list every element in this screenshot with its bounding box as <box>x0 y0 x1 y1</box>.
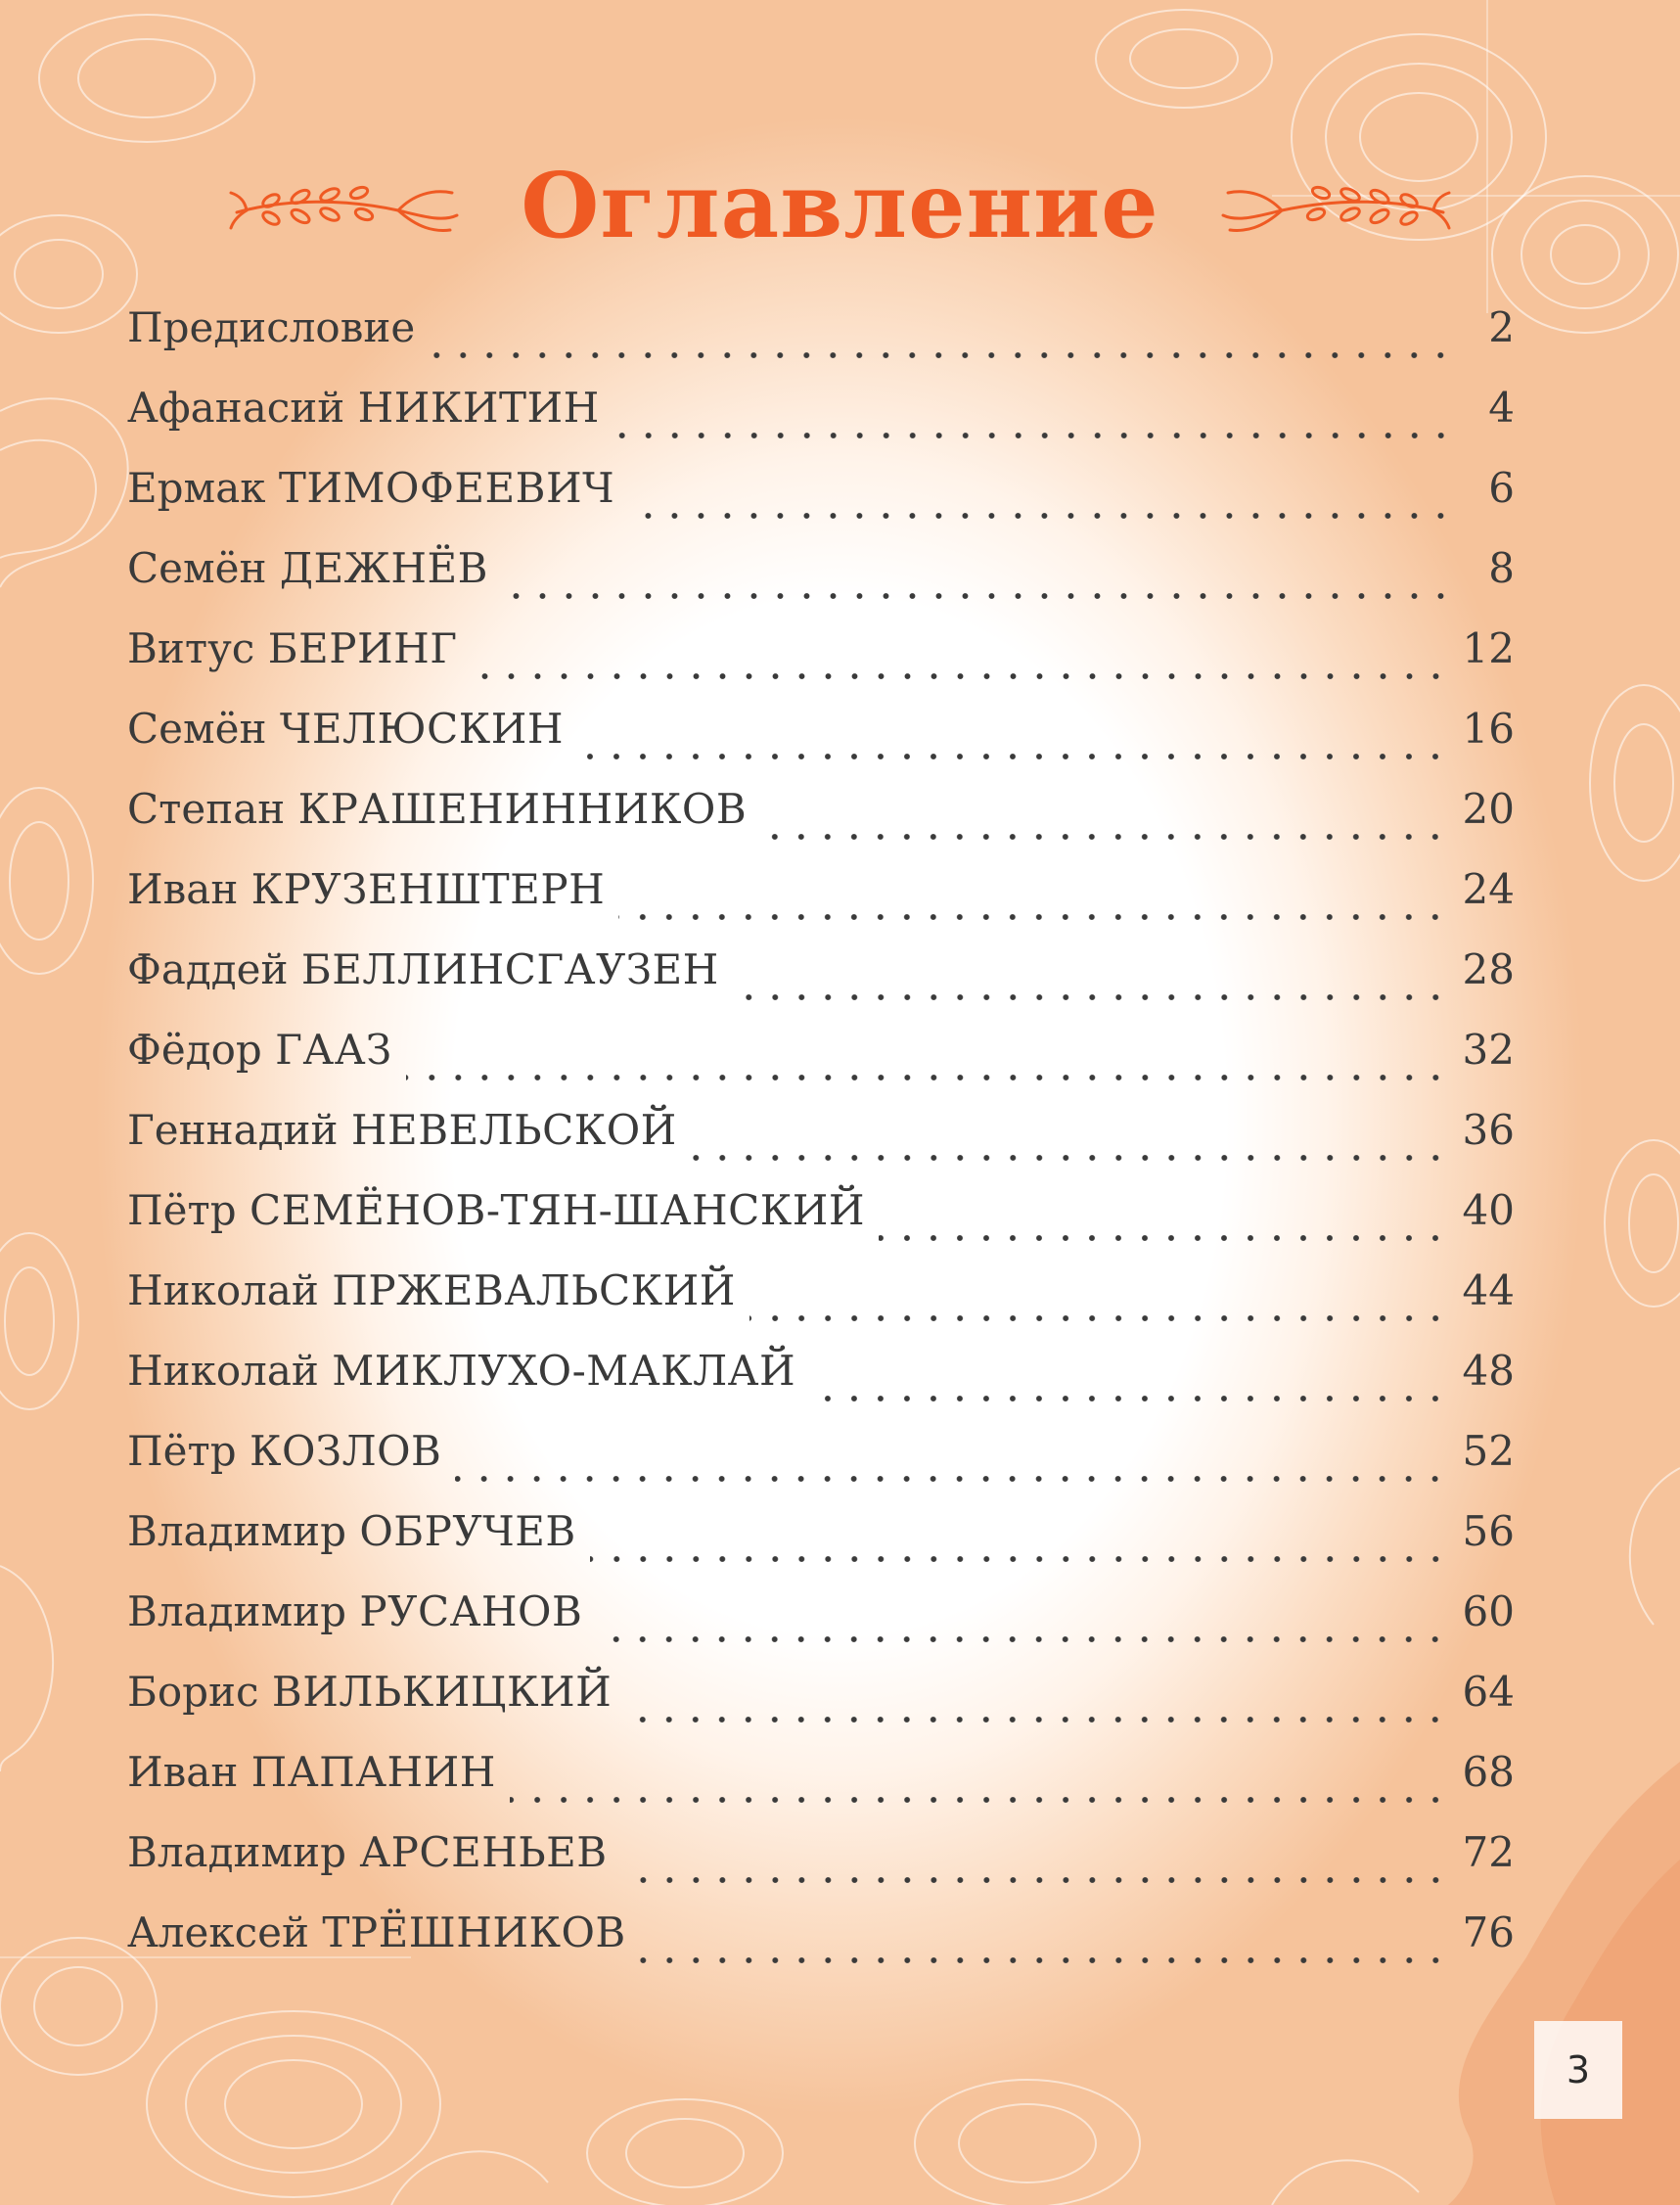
toc-entry-title <box>127 1828 608 1876</box>
toc-entry-title <box>127 384 600 432</box>
toc-dot-leader <box>691 1155 1449 1161</box>
toc-entry-page-number: 32 <box>1462 1026 1515 1074</box>
toc-entry-title <box>127 945 719 993</box>
toc-entry-title <box>127 1106 677 1154</box>
toc-entry-given-name: Иван <box>127 865 239 913</box>
toc-dot-leader <box>472 673 1449 679</box>
toc-entry-surname: ДЕЖНЁВ <box>279 544 489 592</box>
toc-entry-title <box>127 544 488 592</box>
toc-entry-page-number: 60 <box>1462 1587 1515 1635</box>
toc-entry-title <box>127 1507 576 1555</box>
toc-entry[interactable] <box>127 303 1515 384</box>
toc-entry-surname: ПРЖЕВАЛЬСКИЙ <box>332 1266 736 1314</box>
toc-entry-page-number: 64 <box>1462 1668 1515 1716</box>
toc-entry-given-name: Пётр <box>127 1186 237 1234</box>
toc-entry-given-name: Алексей <box>127 1908 309 1956</box>
toc-dot-leader <box>613 433 1454 438</box>
toc-entry-surname: КОЗЛОВ <box>249 1427 442 1475</box>
toc-entry-surname: ОБРУЧЕВ <box>359 1507 576 1555</box>
toc-entry[interactable] <box>127 1507 1515 1587</box>
toc-entry[interactable] <box>127 1668 1515 1748</box>
toc-entry-page-number: 72 <box>1462 1828 1515 1876</box>
toc-entry-page-number: 52 <box>1462 1427 1515 1475</box>
toc-entry-page-number: 36 <box>1462 1106 1515 1154</box>
toc-entry-given-name: Владимир <box>127 1587 346 1635</box>
toc-entry-page-number: 4 <box>1488 384 1515 432</box>
toc-entry-title <box>127 1748 496 1796</box>
toc-entry-surname: КРУЗЕНШТЕРН <box>250 865 606 913</box>
toc-entry-page-number: 56 <box>1462 1507 1515 1555</box>
toc-entry-given-name: Афанасий <box>127 384 345 432</box>
toc-entry-title <box>127 1026 392 1074</box>
toc-entry-surname: ГААЗ <box>275 1026 392 1074</box>
toc-entry[interactable] <box>127 1106 1515 1186</box>
toc-entry-given-name: Владимир <box>127 1828 346 1876</box>
toc-entry-page-number: 28 <box>1462 945 1515 993</box>
toc-dot-leader <box>733 994 1449 1000</box>
toc-entry-page-number: 16 <box>1462 705 1515 753</box>
toc-entry-surname: ТИМОФЕЕВИЧ <box>278 464 615 512</box>
toc-dot-leader <box>596 1636 1448 1642</box>
toc-entry-given-name: Николай <box>127 1266 319 1314</box>
toc-entry-given-name: Владимир <box>127 1507 346 1555</box>
toc-entry-given-name: Николай <box>127 1347 319 1395</box>
toc-entry-title <box>127 464 614 512</box>
toc-entry-given-name: Семён <box>127 544 267 592</box>
toc-entry-title <box>127 303 415 351</box>
toc-entry[interactable] <box>127 1347 1515 1427</box>
toc-entry-page-number: 24 <box>1462 865 1515 913</box>
toc-entry-given-name: Витус <box>127 624 255 672</box>
toc-entry-surname: АРСЕНЬЕВ <box>359 1828 608 1876</box>
table-of-contents <box>127 303 1515 1989</box>
toc-entry-page-number: 20 <box>1462 785 1515 833</box>
toc-entry-given-name: Иван <box>127 1748 239 1796</box>
toc-dot-leader <box>455 1476 1448 1482</box>
toc-entry-title <box>127 1587 582 1635</box>
toc-dot-leader <box>406 1075 1449 1080</box>
toc-entry-surname: СЕМЁНОВ-ТЯН-ШАНСКИЙ <box>249 1186 866 1234</box>
toc-entry-page-number: 48 <box>1462 1347 1515 1395</box>
toc-entry-title <box>127 1908 626 1956</box>
leaf-branch-ornament-icon <box>227 171 462 240</box>
toc-entry[interactable] <box>127 1186 1515 1266</box>
toc-entry-surname: МИКЛУХО-МАКЛАЙ <box>332 1347 796 1395</box>
toc-entry-given-name: Предисловие <box>127 303 416 351</box>
toc-entry-page-number: 68 <box>1462 1748 1515 1796</box>
toc-entry-given-name: Фаддей <box>127 945 289 993</box>
toc-dot-leader <box>760 834 1448 840</box>
toc-entry-title <box>127 1427 441 1475</box>
toc-entry[interactable] <box>127 1026 1515 1106</box>
toc-entry-surname: ТРЁШНИКОВ <box>322 1908 626 1956</box>
toc-entry[interactable] <box>127 1266 1515 1347</box>
toc-entry-title <box>127 705 564 753</box>
toc-dot-leader <box>879 1235 1448 1241</box>
toc-dot-leader <box>577 754 1448 759</box>
toc-entry-page-number: 8 <box>1488 544 1515 592</box>
toc-entry-surname: ПАПАНИН <box>250 1748 496 1796</box>
toc-entry[interactable] <box>127 544 1515 624</box>
toc-entry-given-name: Степан <box>127 785 286 833</box>
toc-entry-title <box>127 1347 795 1395</box>
toc-entry[interactable] <box>127 1908 1515 1989</box>
toc-entry-title <box>127 1668 612 1716</box>
toc-dot-leader <box>628 513 1454 519</box>
toc-entry-surname: РУСАНОВ <box>359 1587 583 1635</box>
toc-entry-surname: ВИЛЬКИЦКИЙ <box>271 1668 613 1716</box>
toc-dot-leader <box>510 1797 1449 1803</box>
toc-entry-title <box>127 785 747 833</box>
leaf-branch-ornament-icon <box>1218 171 1453 240</box>
toc-entry-title <box>127 865 605 913</box>
toc-dot-leader <box>618 914 1448 920</box>
toc-entry-page-number: 76 <box>1462 1908 1515 1956</box>
toc-entry-given-name: Пётр <box>127 1427 237 1475</box>
toc-dot-leader <box>749 1315 1449 1321</box>
toc-dot-leader <box>809 1396 1448 1401</box>
toc-entry[interactable] <box>127 1828 1515 1908</box>
toc-entry[interactable] <box>127 705 1515 785</box>
toc-dot-leader <box>429 352 1454 358</box>
toc-entry-given-name: Борис <box>127 1668 259 1716</box>
toc-entry-surname: НИКИТИН <box>357 384 600 432</box>
toc-entry-page-number: 6 <box>1488 464 1515 512</box>
title-row <box>0 137 1680 274</box>
toc-dot-leader <box>640 1957 1449 1963</box>
toc-entry-title <box>127 1186 865 1234</box>
toc-entry[interactable] <box>127 1587 1515 1668</box>
toc-entry-title <box>127 624 458 672</box>
toc-entry-page-number: 40 <box>1462 1186 1515 1234</box>
toc-entry[interactable] <box>127 1748 1515 1828</box>
toc-entry[interactable] <box>127 865 1515 945</box>
toc-dot-leader <box>625 1717 1448 1723</box>
toc-entry-page-number: 12 <box>1462 624 1515 672</box>
page-title: Оглавление <box>521 153 1159 258</box>
toc-dot-leader <box>590 1556 1449 1562</box>
toc-entry[interactable] <box>127 384 1515 464</box>
toc-entry-surname: БЕЛЛИНСГАУЗЕН <box>300 945 719 993</box>
toc-entry[interactable] <box>127 1427 1515 1507</box>
toc-entry-given-name: Геннадий <box>127 1106 339 1154</box>
toc-entry-page-number: 44 <box>1462 1266 1515 1314</box>
toc-entry-given-name: Ермак <box>127 464 266 512</box>
toc-entry[interactable] <box>127 945 1515 1026</box>
toc-entry-given-name: Семён <box>127 705 267 753</box>
toc-entry-surname: КРАШЕНИННИКОВ <box>297 785 748 833</box>
toc-entry-title <box>127 1266 736 1314</box>
toc-entry-surname: БЕРИНГ <box>267 624 458 672</box>
toc-entry-surname: НЕВЕЛЬСКОЙ <box>350 1106 677 1154</box>
toc-entry-page-number: 2 <box>1488 303 1515 351</box>
toc-entry[interactable] <box>127 624 1515 705</box>
toc-entry[interactable] <box>127 464 1515 544</box>
toc-entry-given-name: Фёдор <box>127 1026 262 1074</box>
toc-dot-leader <box>621 1877 1449 1883</box>
toc-entry-surname: ЧЕЛЮСКИН <box>279 705 565 753</box>
toc-dot-leader <box>502 593 1454 599</box>
page-number: 3 <box>1566 2048 1591 2091</box>
toc-entry[interactable] <box>127 785 1515 865</box>
